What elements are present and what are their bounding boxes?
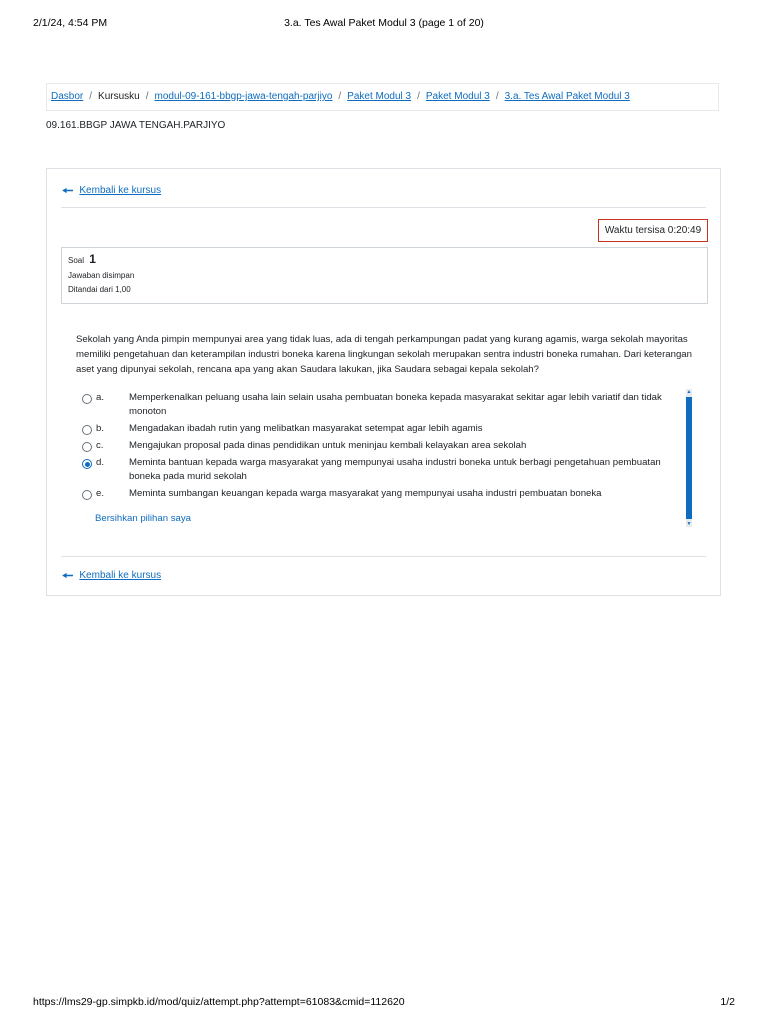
answer-option-e[interactable] bbox=[79, 487, 679, 501]
radio-button-c[interactable] bbox=[82, 442, 92, 452]
back-to-course-link-bottom[interactable] bbox=[62, 569, 161, 582]
time-remaining: Waktu tersisa 0:20:49 bbox=[598, 219, 708, 242]
arrow-left-icon: 🠔 bbox=[62, 568, 74, 583]
breadcrumb-quiz[interactable]: 3.a. Tes Awal Paket Modul 3 bbox=[504, 91, 630, 102]
question-number: 1 bbox=[89, 252, 96, 266]
radio-button-a[interactable] bbox=[82, 394, 92, 404]
scrollbar-thumb[interactable] bbox=[686, 397, 692, 519]
answers-scrollbar[interactable] bbox=[686, 389, 692, 527]
divider bbox=[61, 556, 706, 557]
course-name: 09.161.BBGP JAWA TENGAH.PARJIYO bbox=[46, 120, 226, 131]
print-page-number: 1/2 bbox=[720, 996, 735, 1008]
quiz-card bbox=[46, 168, 721, 596]
breadcrumb-section[interactable]: Paket Modul 3 bbox=[347, 91, 412, 102]
question-info bbox=[61, 247, 708, 304]
answer-option-d[interactable] bbox=[79, 456, 679, 484]
answer-list bbox=[79, 391, 679, 504]
radio-button-e[interactable] bbox=[82, 490, 92, 500]
answer-text: Meminta bantuan kepada warga masyarakat yang mempunyai usaha industri boneka untuk berbagi pengetahuan pembuatan boneka pada murid sekolah bbox=[129, 457, 661, 482]
answer-option-c[interactable] bbox=[79, 439, 679, 453]
breadcrumb-course[interactable]: modul-09-161-bbgp-jawa-tengah-parjiyo bbox=[154, 91, 333, 102]
print-datetime: 2/1/24, 4:54 PM bbox=[33, 17, 108, 29]
back-to-course-link[interactable] bbox=[62, 184, 161, 197]
breadcrumb-kursusku: Kursusku bbox=[98, 91, 140, 102]
answer-letter: d. bbox=[96, 457, 105, 468]
answer-letter: a. bbox=[96, 392, 105, 403]
print-url: https://lms29-gp.simpkb.id/mod/quiz/attempt.php?attempt=61083&cmid=112620 bbox=[33, 996, 405, 1008]
breadcrumb-separator: / bbox=[417, 91, 420, 102]
arrow-left-icon: 🠔 bbox=[62, 183, 74, 198]
print-footer bbox=[33, 996, 735, 1010]
answer-letter: e. bbox=[96, 488, 105, 499]
breadcrumb-subsection[interactable]: Paket Modul 3 bbox=[425, 91, 490, 102]
scroll-up-icon[interactable]: ▲ bbox=[686, 389, 692, 395]
question-text: Sekolah yang Anda pimpin mempunyai area yang tidak luas, ada di tengah perkampungan padat yang kurang agamis, warga sekolah mayoritas memiliki pengetahuan dan keterampilan industri boneka karena lingkungan sekolah merupakan sentra industri boneka rumahan. Dari keterangan aset yang dipunyai sekolah, rencana apa yang akan Saudara lakukan, jika Saudara sebagai kepala sekolah? bbox=[76, 334, 692, 375]
print-header bbox=[33, 17, 735, 31]
clear-choice-link[interactable]: Bersihkan pilihan saya bbox=[95, 513, 191, 524]
answer-text: Meminta sumbangan keuangan kepada warga masyarakat yang mempunyai usaha industri pembuatan boneka bbox=[129, 488, 602, 499]
breadcrumb-separator: / bbox=[145, 91, 149, 102]
back-to-course-label: Kembali ke kursus bbox=[79, 570, 162, 581]
answer-letter: c. bbox=[96, 440, 104, 451]
radio-button-d[interactable] bbox=[82, 459, 92, 469]
divider bbox=[61, 207, 706, 208]
breadcrumb-separator: / bbox=[89, 91, 93, 102]
answer-text: Mengajukan proposal pada dinas pendidikan untuk meninjau kembali kelayakan area sekolah bbox=[129, 440, 527, 451]
answer-option-b[interactable] bbox=[79, 422, 679, 436]
answer-status: Jawaban disimpan bbox=[68, 271, 135, 280]
breadcrumb-dasbor[interactable]: Dasbor bbox=[51, 91, 84, 102]
back-to-course-label: Kembali ke kursus bbox=[79, 185, 162, 196]
print-title: 3.a. Tes Awal Paket Modul 3 (page 1 of 20) bbox=[284, 17, 484, 29]
answer-text: Mengadakan ibadah rutin yang melibatkan masyarakat setempat agar lebih agamis bbox=[129, 423, 483, 434]
answer-option-a[interactable] bbox=[79, 391, 679, 419]
radio-button-b[interactable] bbox=[82, 425, 92, 435]
breadcrumb-separator: / bbox=[495, 91, 499, 102]
breadcrumb-separator: / bbox=[338, 91, 342, 102]
scroll-down-icon[interactable]: ▼ bbox=[686, 521, 692, 527]
question-number-row bbox=[68, 252, 701, 266]
answer-letter: b. bbox=[96, 423, 105, 434]
answer-text: Memperkenalkan peluang usaha lain selain usaha pembuatan boneka kepada masyarakat sekitar agar lebih variatif dan tidak monoton bbox=[129, 392, 662, 417]
breadcrumb bbox=[46, 83, 719, 111]
question-label: Soal bbox=[68, 256, 85, 265]
question-marks: Ditandai dari 1,00 bbox=[68, 285, 131, 294]
